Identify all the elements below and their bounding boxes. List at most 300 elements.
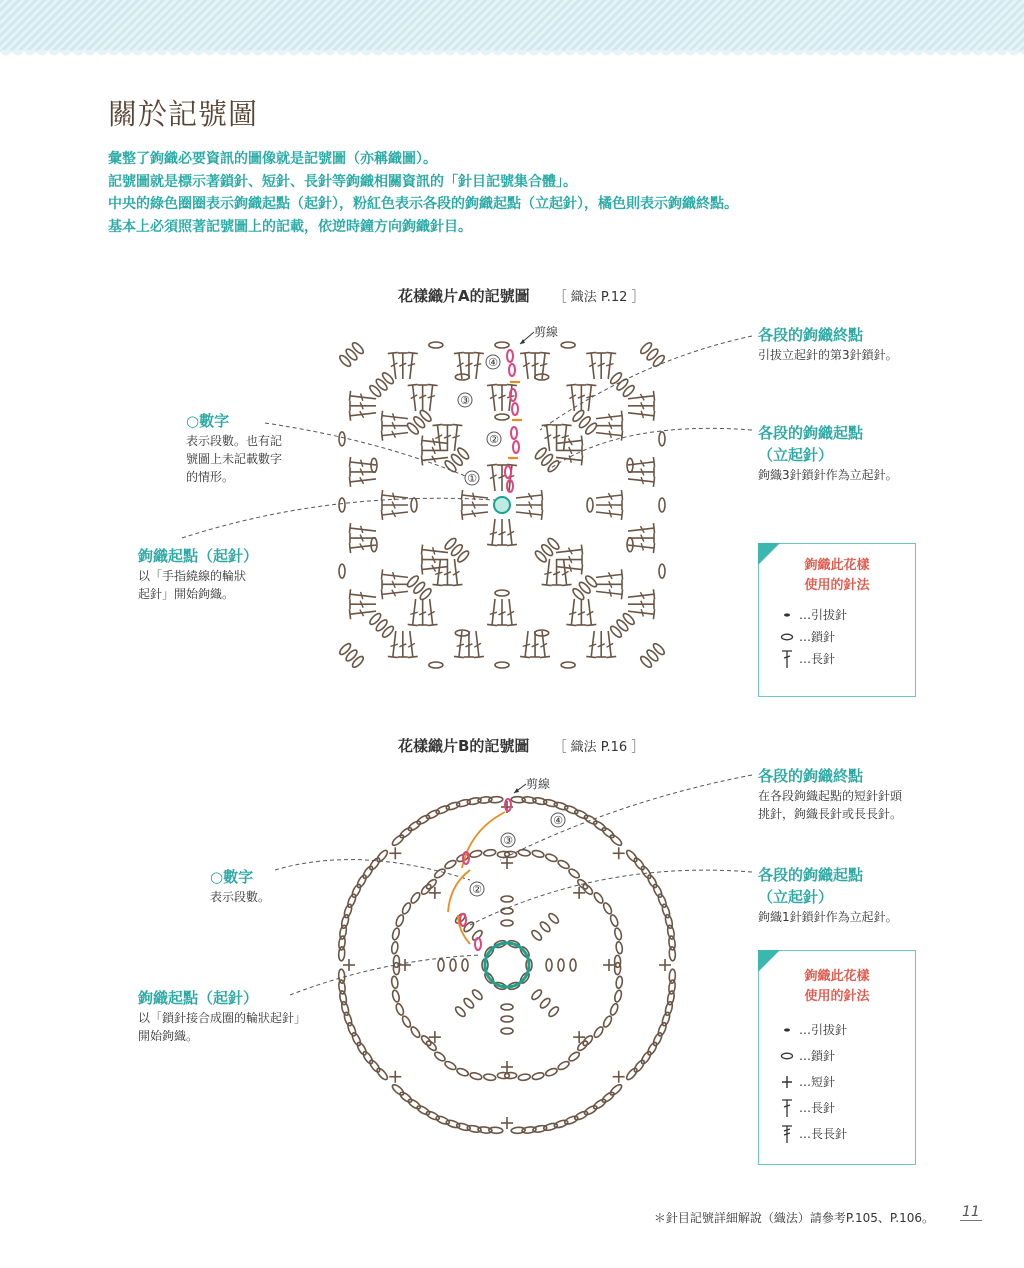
chain-stitch	[391, 941, 399, 954]
chain-stitch	[546, 537, 560, 551]
double-crochet-stitch	[586, 599, 596, 626]
page-number: 11	[962, 1204, 980, 1220]
round-number: ①	[467, 472, 477, 485]
chain-stitch	[546, 959, 552, 971]
double-crochet-stitch	[628, 589, 655, 599]
chain-stitch	[433, 1051, 446, 1063]
double-crochet-stitch	[442, 425, 452, 451]
double-crochet-stitch	[542, 559, 552, 586]
double-crochet-stitch	[516, 490, 543, 500]
chain-stitch	[391, 833, 405, 847]
chart-b-ref: ［ 織法 P.16 ］	[553, 740, 645, 755]
legend-label: …引拔針	[799, 1023, 848, 1037]
annotation-heading: 各段的鉤織起點	[758, 866, 864, 884]
double-crochet-stitch	[421, 565, 448, 575]
double-crochet-stitch	[408, 384, 418, 411]
chain-stitch	[530, 929, 543, 942]
double-crochet-stitch	[497, 599, 507, 625]
chain-stitch	[583, 814, 598, 826]
chain-stitch	[456, 446, 470, 460]
chain-stitch	[339, 498, 345, 512]
chain-stitch	[545, 853, 558, 863]
leader-line-start	[290, 955, 480, 995]
double-crochet-stitch	[556, 445, 582, 455]
start-ring	[485, 943, 529, 987]
legend-label: …長長針	[799, 1127, 848, 1141]
double-crochet-stitch	[421, 545, 448, 555]
chain-stitch	[659, 432, 665, 446]
double-crochet-stitch	[422, 555, 448, 565]
chain-stitch	[659, 564, 665, 578]
double-crochet-stitch	[381, 411, 408, 421]
double-crochet-stitch	[542, 424, 552, 451]
chain-stitch	[557, 1060, 570, 1071]
double-crochet-stitch	[566, 599, 576, 626]
chain-stitch	[399, 1091, 414, 1104]
double-crochet-stitch	[586, 384, 596, 411]
chain-stitch	[625, 849, 639, 863]
double-crochet-stitch	[381, 510, 408, 520]
chain-stitch	[615, 618, 629, 632]
double-crochet-stitch	[474, 352, 484, 379]
round-end-markers	[448, 812, 505, 944]
annotation-text: 的情形。	[186, 470, 235, 484]
annotation-heading: （立起針）	[758, 446, 834, 464]
double-crochet-stitch	[382, 500, 408, 510]
chain-stitch	[425, 878, 438, 891]
single-crochet-stitch	[659, 959, 671, 971]
double-crochet-stitch	[552, 559, 562, 585]
chain-stitch	[614, 927, 623, 940]
chain-stitch	[583, 1104, 598, 1116]
double-crochet-stitch	[596, 490, 623, 500]
chain-stitch	[471, 929, 484, 942]
chain-stitch	[609, 371, 623, 385]
double-crochet-stitch	[408, 631, 418, 658]
single-crochet-stitch	[613, 847, 625, 859]
chain-stitch	[419, 587, 433, 601]
chain-stitch	[338, 354, 352, 368]
chain-stitch	[547, 1005, 560, 1018]
chain-stitch	[407, 1098, 422, 1111]
double-crochet-stitch	[596, 500, 622, 510]
chain-stitch	[501, 896, 513, 902]
double-crochet-stitch	[432, 559, 442, 586]
chain-stitch	[362, 1050, 375, 1065]
double-crochet-stitch	[487, 599, 497, 626]
double-crochet-stitch	[381, 589, 408, 599]
chain-stitch	[518, 1073, 531, 1081]
chain-stitch	[450, 453, 464, 467]
double-crochet-stitch	[381, 569, 408, 579]
chain-stitch	[391, 976, 399, 989]
chain-stitch	[471, 988, 484, 1001]
chain-stitch	[443, 459, 457, 473]
chain-stitch	[469, 849, 482, 858]
annotation-text: 表示段數。	[210, 890, 271, 904]
chain-stitch	[601, 1091, 616, 1104]
chain-stitch	[395, 914, 405, 927]
double-crochet-stitch	[418, 385, 428, 411]
double-crochet-stitch	[487, 519, 497, 546]
double-crochet-stitch	[474, 631, 484, 658]
legend-heading: 鉤織此花樣	[804, 558, 870, 573]
chain-stitch	[444, 1060, 457, 1071]
chain-stitch	[375, 618, 389, 632]
legend-label: …長針	[799, 1101, 836, 1115]
chain-stitch	[615, 378, 629, 392]
chain-stitch	[483, 1073, 496, 1081]
chain-stitch	[578, 581, 592, 595]
chain-stitch	[495, 590, 509, 596]
chain-stitch	[351, 883, 363, 898]
annotation-text: 表示段數。也有記	[186, 434, 283, 448]
chain-stitch	[602, 1015, 613, 1028]
intro-line: 記號圖就是標示著鎖針、短針、長針等鉤織相關資訊的「針目記號集合體」。	[108, 173, 577, 190]
chain-stitch	[411, 498, 417, 512]
chain-stitch	[622, 612, 636, 626]
chain-stitch	[587, 498, 593, 512]
chain-stitch	[633, 857, 646, 872]
double-crochet-stitch	[428, 384, 438, 411]
chain-stitch	[584, 422, 598, 436]
round-number: ③	[503, 834, 513, 847]
chain-stitch	[501, 1016, 513, 1022]
chain-stitch	[639, 341, 653, 355]
chain-stitch	[584, 574, 598, 588]
double-crochet-stitch	[628, 523, 655, 533]
double-crochet-stitch	[381, 431, 408, 441]
round-number: ③	[460, 394, 470, 407]
chain-stitch	[539, 920, 552, 933]
chain-stitch	[576, 1039, 589, 1052]
double-crochet-stitch	[576, 385, 586, 411]
chart-b-diagram	[275, 775, 752, 1134]
double-crochet-stitch	[596, 353, 606, 379]
chain-stitch	[497, 1072, 509, 1078]
double-crochet-stitch	[349, 523, 376, 533]
annotation-text: 以「鎖針接合成圈的輪狀起針」	[138, 1011, 307, 1025]
chain-stitch	[540, 543, 554, 557]
chain-stitch	[669, 947, 676, 961]
annotation-text: 鉤織3針鎖針作為立起針。	[758, 468, 898, 482]
intro-line: 彙整了鉤織必要資訊的圖像就是記號圖（亦稱織圖）。	[108, 151, 437, 167]
chain-stitch	[501, 920, 513, 926]
chain-stitch	[420, 883, 433, 896]
single-crochet-stitch	[501, 1117, 513, 1129]
chain-stitch	[609, 833, 623, 847]
double-crochet-stitch	[516, 500, 542, 510]
chain-stitch	[420, 1034, 433, 1047]
chain-stitch	[416, 814, 431, 826]
double-crochet-stitch	[556, 565, 583, 575]
chain-stitch	[344, 648, 358, 662]
chain-stitch	[399, 826, 414, 839]
double-crochet-stitch	[586, 631, 596, 658]
double-crochet-stitch	[596, 631, 606, 657]
chain-stitch	[344, 347, 358, 361]
chain-stitch	[409, 891, 421, 904]
chain-stitch	[450, 959, 456, 971]
double-crochet-stitch	[350, 401, 376, 411]
chain-stitch	[429, 662, 443, 668]
cut-mark	[514, 777, 550, 793]
chain-stitch	[497, 851, 509, 857]
legend-label: …鎖針	[799, 630, 836, 644]
chain-stitch	[609, 1003, 619, 1016]
chain-stitch	[561, 342, 575, 348]
chain-stitch	[501, 908, 513, 914]
chain-stitch	[581, 1034, 594, 1047]
chain-stitch	[375, 378, 389, 392]
double-crochet-stitch	[432, 424, 442, 451]
cut-label: 剪線	[534, 325, 559, 339]
double-crochet-stitch	[556, 555, 582, 565]
annotation-text: 鉤織1針鎖針作為立起針。	[758, 910, 898, 924]
chain-stitch	[501, 1028, 513, 1034]
single-crochet-stitch	[613, 1071, 625, 1083]
chain-stitch	[339, 432, 345, 446]
chain-stitch	[539, 997, 552, 1010]
double-crochet-stitch	[628, 401, 654, 411]
chain-stitch	[659, 498, 665, 512]
double-crochet-stitch	[382, 421, 408, 431]
double-crochet-stitch	[418, 599, 428, 625]
chain-stitch	[609, 914, 619, 927]
annotation-heading: ○數字	[186, 412, 230, 430]
double-crochet-stitch	[421, 435, 448, 445]
chain-stitch	[416, 1104, 431, 1116]
double-crochet-stitch	[596, 411, 623, 421]
chain-stitch	[640, 1050, 653, 1065]
double-crochet-stitch	[586, 352, 596, 379]
chain-stitch	[652, 354, 666, 368]
annotation-text: 號圖上未記載數字	[186, 452, 283, 466]
chain-stitch	[614, 963, 620, 975]
double-crochet-stitch	[408, 352, 418, 379]
chain-stitch	[483, 849, 496, 857]
double-crochet-stitch	[596, 589, 623, 599]
chain-stitch	[501, 1004, 513, 1010]
double-crochet-stitch	[562, 424, 572, 451]
chain-stitch	[375, 1067, 389, 1081]
chain-stitch	[645, 648, 659, 662]
double-crochet-stitch	[421, 455, 448, 465]
chain-stitch	[602, 902, 613, 915]
chain-stitch	[438, 959, 444, 971]
chain-stitch	[581, 883, 594, 896]
legend-heading: 使用的針法	[804, 989, 870, 1004]
double-crochet-stitch	[552, 425, 562, 451]
chain-stitch	[339, 564, 345, 578]
chain-stitch	[478, 796, 493, 804]
cut-mark	[520, 325, 558, 344]
chain-stitch	[495, 414, 509, 420]
double-crochet-stitch	[461, 510, 488, 520]
chart-a-ref: ［ 織法 P.12 ］	[553, 290, 645, 305]
chain-stitch	[615, 941, 623, 954]
double-crochet-stitch	[520, 352, 530, 379]
chain-stitch	[406, 574, 420, 588]
double-crochet-stitch	[452, 559, 462, 586]
chain-stitch	[462, 959, 468, 971]
double-crochet-stitch	[576, 599, 586, 625]
chain-stitch	[568, 1051, 581, 1063]
chain-stitch	[518, 849, 531, 857]
double-crochet-stitch	[422, 445, 448, 455]
annotation-heading: 各段的鉤織終點	[758, 767, 864, 785]
chain-stitch	[668, 936, 676, 951]
chain-stitch	[652, 1032, 664, 1047]
chain-stitch	[429, 342, 443, 348]
cut-label: 剪線	[526, 777, 551, 791]
chain-stitch	[412, 415, 426, 429]
chain-stitch	[401, 902, 412, 915]
chain-stitch	[338, 980, 346, 995]
chain-stitch	[645, 347, 659, 361]
chain-stitch	[633, 1059, 646, 1074]
chain-stitch	[570, 959, 576, 971]
double-crochet-stitch	[487, 464, 497, 491]
double-crochet-stitch	[507, 599, 517, 626]
double-crochet-stitch	[562, 559, 572, 586]
chain-stitch	[609, 1083, 623, 1097]
chain-stitch	[522, 1126, 537, 1134]
double-crochet-stitch	[596, 579, 622, 589]
chain-stitch	[574, 809, 589, 821]
chain-stitch	[646, 874, 658, 889]
double-crochet-stitch	[497, 385, 507, 411]
chain-stitch	[557, 859, 570, 870]
chain-stitch	[391, 1083, 405, 1097]
chain-stitch	[531, 849, 544, 858]
chain-stitch	[568, 867, 581, 879]
double-crochet-stitch	[628, 411, 655, 421]
chain-stitch	[433, 867, 446, 879]
chain-stitch	[469, 1072, 482, 1081]
chain-stitch	[531, 1072, 544, 1081]
chain-stitch	[530, 988, 543, 1001]
chain-stitch	[462, 920, 475, 933]
chain-stitch	[593, 891, 605, 904]
double-crochet-stitch	[408, 599, 418, 626]
start-ring	[494, 497, 510, 513]
chain-stitch	[615, 976, 623, 989]
legend-heading: 鉤織此花樣	[804, 969, 870, 984]
chain-stitch	[601, 826, 616, 839]
legend-heading: 使用的針法	[804, 578, 870, 593]
single-crochet-stitch	[399, 959, 411, 971]
double-crochet-stitch	[428, 599, 438, 626]
chain-stitch	[356, 874, 368, 889]
chain-stitch	[450, 543, 464, 557]
chain-stitch	[547, 912, 560, 925]
double-crochet-stitch	[516, 510, 543, 520]
chain-stitch	[609, 625, 623, 639]
chart-a-title-text: 花樣織片A的記號圖	[398, 287, 530, 305]
chain-stitch	[622, 384, 636, 398]
chain-stitch	[592, 1098, 607, 1111]
annotation-text: 以「手指繞線的輪狀	[138, 569, 247, 583]
double-crochet-stitch	[628, 599, 654, 609]
single-crochet-stitch	[389, 1071, 401, 1083]
double-crochet-stitch	[350, 599, 376, 609]
chain-stitch	[338, 642, 352, 656]
chain-stitch	[639, 655, 653, 669]
double-crochet-stitch	[520, 631, 530, 658]
single-crochet-stitch	[501, 857, 513, 869]
chain-stitch	[425, 1110, 440, 1122]
single-crochet-stitch	[343, 959, 355, 971]
chain-stitch	[351, 341, 365, 355]
single-crochet-stitch	[603, 959, 615, 971]
legend-label: …鎖針	[799, 1049, 836, 1063]
chart-b-title-text: 花樣織片B的記號圖	[398, 737, 530, 755]
round-number: ④	[488, 356, 498, 369]
chain-stitch	[456, 549, 470, 563]
chain-stitch	[425, 1039, 438, 1052]
chain-stitch	[571, 587, 585, 601]
chain-stitch	[646, 1041, 658, 1056]
chain-stitch	[368, 384, 382, 398]
chain-stitch	[534, 549, 548, 563]
annotation-text: 在各段鉤織起點的短針針頭	[758, 789, 903, 803]
page-title: 關於記號圖	[108, 97, 259, 131]
double-crochet-stitch	[398, 353, 408, 379]
chain-stitch	[368, 612, 382, 626]
annotation-text: 引拔立起針的第3針鎖針。	[758, 348, 898, 362]
double-crochet-stitch	[596, 421, 622, 431]
double-crochet-stitch	[349, 589, 376, 599]
double-crochet-stitch	[349, 477, 376, 487]
leader-line-round-start	[548, 428, 752, 470]
annotation-heading: 鉤織起點（起針）	[138, 547, 259, 565]
legend-label: …引拔針	[799, 608, 848, 622]
annotation-text: 挑針，鉤織長針或長長針。	[758, 807, 903, 821]
single-crochet-stitch	[501, 1061, 513, 1073]
chain-stitch	[495, 342, 509, 348]
chain-stitch	[592, 820, 607, 833]
annotation-text: 起針」開始鉤織。	[138, 587, 235, 601]
chain-stitch	[351, 655, 365, 669]
double-crochet-stitch	[442, 559, 452, 585]
annotation-heading: ○數字	[210, 868, 254, 886]
intro-line: 中央的綠色圈圈表示鉤織起點（起針），粉紅色表示各段的鉤織起點（立起針），橘色則表示鉤織終點。	[108, 196, 738, 212]
double-crochet-stitch	[596, 569, 623, 579]
chain-stitch	[356, 1041, 368, 1056]
double-crochet-stitch	[462, 500, 488, 510]
round-number: ②	[489, 433, 499, 446]
chain-stitch	[368, 1059, 381, 1074]
round-start-markers	[460, 799, 511, 950]
chain-stitch	[391, 989, 400, 1002]
chain-stitch	[443, 537, 457, 551]
chain-stitch	[368, 857, 381, 872]
chain-stitch	[614, 989, 623, 1002]
chain-stitch	[391, 927, 400, 940]
chain-stitch	[495, 662, 509, 668]
annotation-text: 開始鉤織。	[138, 1029, 199, 1043]
chain-stitch	[381, 625, 395, 639]
chain-stitch	[625, 1067, 639, 1081]
double-crochet-stitch	[556, 545, 583, 555]
legend-label: …短針	[799, 1075, 836, 1089]
double-crochet-stitch	[628, 477, 655, 487]
chain-stitch	[454, 1005, 467, 1018]
chain-stitch	[338, 969, 345, 983]
chain-stitch	[561, 662, 575, 668]
round-number: ④	[553, 814, 563, 827]
